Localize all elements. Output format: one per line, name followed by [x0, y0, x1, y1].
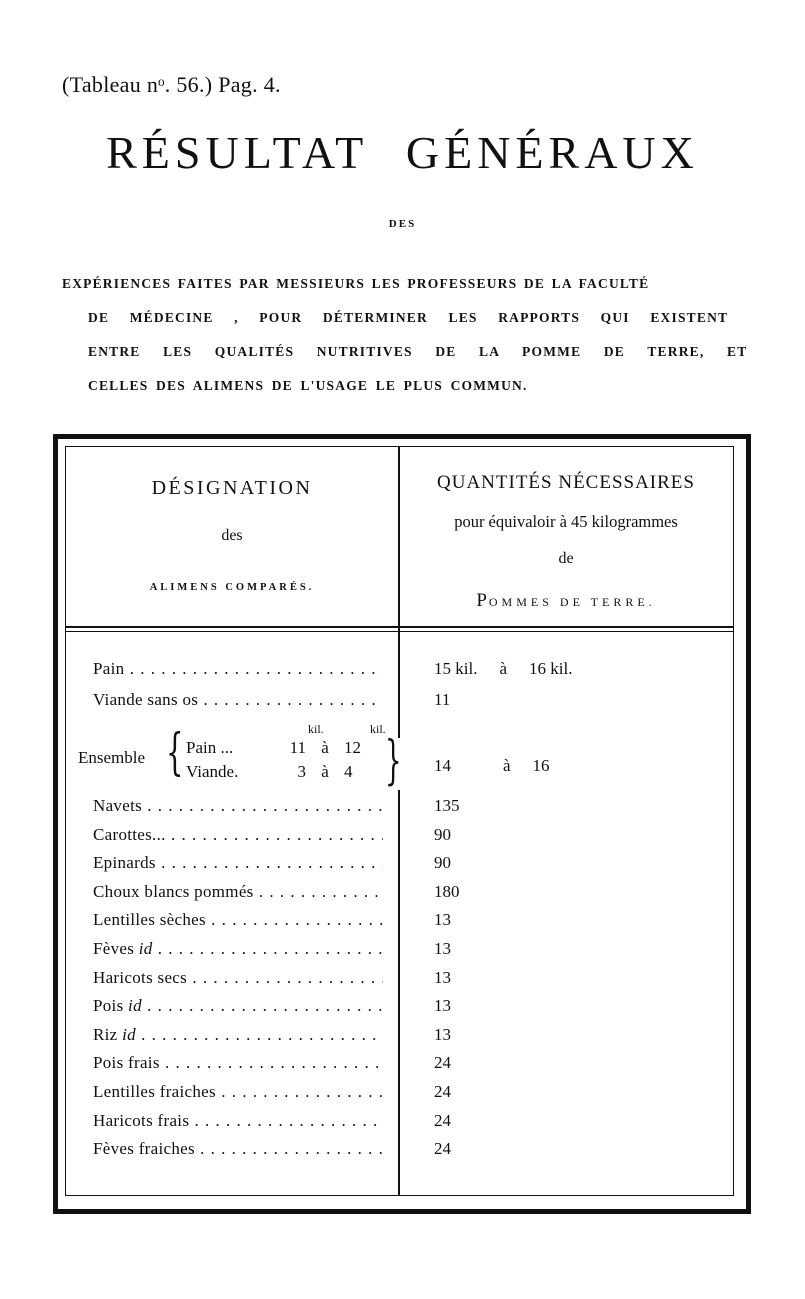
- table-row-name: [93, 1053, 383, 1073]
- ensemble-item-to: à: [321, 762, 329, 781]
- page-title: RÉSULTAT GÉNÉRAUX: [106, 127, 699, 178]
- row-label: Pois: [93, 996, 129, 1016]
- row-label-italic: id: [128, 996, 142, 1016]
- header-pommes-de-terre: [400, 590, 732, 612]
- leader-dots: [166, 825, 383, 844]
- table-row-name: [93, 1025, 383, 1045]
- ensemble-item-viande: [186, 762, 366, 782]
- leader-dots: [142, 796, 383, 815]
- leader-dots: [136, 1025, 383, 1044]
- leader-dots: [156, 853, 383, 872]
- row-label: Carottes...: [93, 824, 166, 844]
- header-aliments-compares: ALIMENS COMPARÉS.: [149, 582, 315, 593]
- leader-dots: [206, 910, 383, 929]
- leader-dots: [142, 996, 383, 1015]
- header-rule-thin: [66, 631, 733, 632]
- table-row-name: [93, 1082, 383, 1102]
- leader-dots: [198, 690, 383, 709]
- ensemble-unit-2: kil.: [370, 722, 386, 736]
- table-row-name: [93, 996, 383, 1016]
- ensemble-value-until: 16: [532, 756, 550, 775]
- ensemble-value-to: à: [503, 756, 511, 775]
- subtitle-des: DES: [388, 218, 417, 230]
- table-row-name: [93, 796, 383, 816]
- header-pommes-rest: OMMES DE TERRE.: [488, 595, 656, 609]
- table-row-value: 24: [434, 1110, 451, 1130]
- row-label: Fèves: [93, 939, 139, 958]
- table-row-name: [93, 690, 383, 710]
- table-row-value: 13: [434, 910, 451, 930]
- table-row-name: [93, 825, 383, 845]
- table-row-value: 13: [434, 939, 451, 958]
- ensemble-item-name: Pain ...: [186, 738, 234, 757]
- ensemble-item-name: Viande.: [186, 762, 239, 781]
- header-quantites: QUANTITÉS NÉCESSAIRES: [437, 472, 695, 493]
- leader-dots: [153, 939, 383, 958]
- table-row-value: 24: [434, 1082, 451, 1101]
- row-label: Haricots frais: [93, 1110, 190, 1130]
- table-row-value: 24: [434, 1139, 451, 1159]
- row-label: Pain: [93, 659, 125, 678]
- row-value-to: à: [499, 659, 507, 678]
- row-label: Riz: [93, 1024, 123, 1044]
- header-des: des: [221, 527, 243, 544]
- left-brace-icon: {: [166, 723, 184, 781]
- ensemble-item-until: 12: [344, 738, 361, 757]
- ensemble-value-from: 14: [434, 756, 451, 775]
- ensemble-item-to: à: [321, 738, 329, 757]
- ensemble-label: Ensemble: [78, 748, 146, 767]
- row-value-2: 16 kil.: [529, 659, 573, 678]
- ensemble-item-from: 11: [289, 738, 306, 757]
- leader-dots: [124, 659, 383, 678]
- header-de: de: [558, 550, 574, 567]
- table-row-value: [434, 659, 572, 679]
- table-row-name: [93, 1139, 383, 1159]
- leader-dots: [187, 968, 383, 987]
- table-row-value: 13: [434, 996, 451, 1016]
- subtitle-line-2: DE MÉDECINE , POUR DÉTERMINER LES RAPPORTS QUI EXISTENT: [88, 310, 729, 325]
- table-row-name: [93, 659, 383, 679]
- ensemble-value: [434, 756, 550, 776]
- table-row-value: 135: [434, 796, 460, 815]
- subtitle-line-3: ENTRE LES QUALITÉS NUTRITIVES DE LA POMME DE TERRE, ET: [88, 344, 748, 359]
- table-row-name: [93, 939, 383, 959]
- table-row-value: 24: [434, 1053, 451, 1073]
- leader-dots: [189, 1111, 383, 1130]
- row-label: Haricots secs: [93, 967, 188, 987]
- table-row-value: 13: [434, 1024, 451, 1044]
- subtitle-line-4: CELLES DES ALIMENS DE L'USAGE LE PLUS COMMUN.: [88, 378, 528, 393]
- table-row-name: [93, 968, 383, 988]
- row-label-italic: id: [138, 939, 153, 958]
- header-rule: [66, 626, 733, 628]
- ensemble-unit-1: kil.: [308, 722, 324, 736]
- row-label: Lentilles sèches: [93, 910, 206, 930]
- leader-dots: [195, 1139, 383, 1158]
- table-row-value: 180: [434, 881, 460, 901]
- ensemble-item-until: 4: [344, 762, 353, 781]
- row-label: Choux blancs pommés: [93, 881, 254, 901]
- table-row-value: 11: [434, 690, 451, 709]
- table-row-name: [93, 910, 383, 930]
- table-row-value: 90: [434, 853, 451, 873]
- row-label: Pois frais: [93, 1053, 160, 1073]
- leader-dots: [160, 1053, 383, 1072]
- ensemble-item-pain: [186, 738, 366, 758]
- row-label-italic: id: [122, 1024, 136, 1044]
- table-row-value: 90: [434, 824, 451, 844]
- row-label: Fèves fraiches: [93, 1139, 195, 1159]
- table-row-name: [93, 882, 383, 902]
- ensemble-item-from: 3: [297, 762, 306, 781]
- leader-dots: [216, 1082, 383, 1101]
- table-row-value: 13: [434, 967, 451, 987]
- header-pour-equivaloir: pour équivaloir à 45 kilogrammes: [454, 512, 678, 531]
- right-brace-icon: }: [385, 731, 402, 791]
- subtitle-line-1: EXPÉRIENCES FAITES PAR MESSIEURS LES PROFESSEURS DE LA FACULTÉ: [62, 276, 650, 291]
- table-row-name: [93, 1111, 383, 1131]
- row-label: Lentilles fraiches: [93, 1082, 216, 1101]
- row-label: Viande sans os: [93, 690, 199, 709]
- header-designation: DÉSIGNATION: [151, 477, 313, 499]
- row-value: 15 kil.: [434, 659, 478, 678]
- row-label: Navets: [93, 796, 143, 815]
- leader-dots: [254, 882, 383, 901]
- tableau-reference: (Tableau nᵒ. 56.) Pag. 4.: [62, 72, 281, 97]
- table-row-name: [93, 853, 383, 873]
- row-label: Epinards: [93, 853, 156, 873]
- header-pommes-cap: P: [476, 590, 489, 611]
